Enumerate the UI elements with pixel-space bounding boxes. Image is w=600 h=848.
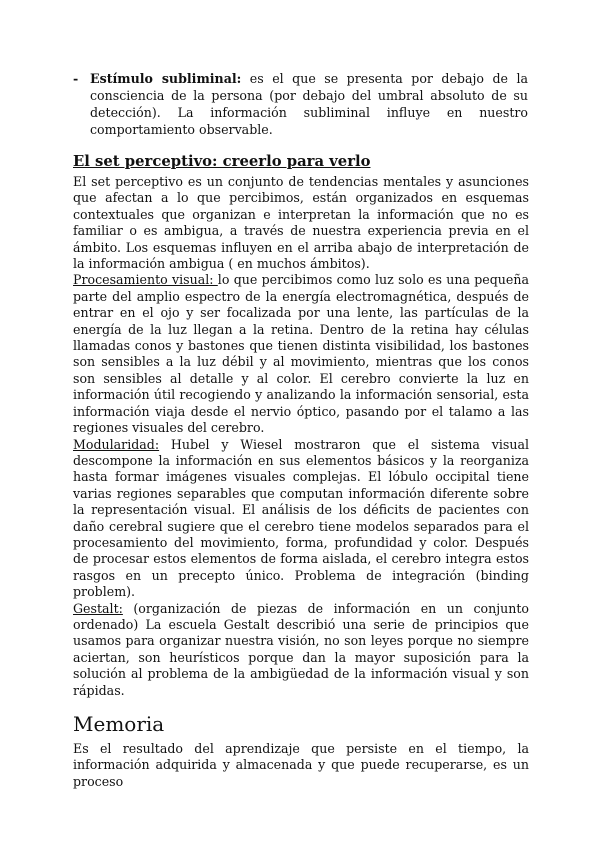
paragraph-procesamiento-visual (73, 272, 529, 436)
paragraph-set-perceptivo-intro: El set perceptivo es un conjunto de tendencias mentales y asunciones que afectan a lo que percibimos, están organizados en esquemas contextuales que organizan e interpretan la información que no es familiar o es ambigua, a través de nuestra experiencia previa en el ámbito. Los esquemas influyen en el arriba abajo de interpretación de la información ambigua ( en muchos ámbitos). (73, 174, 529, 272)
section-set-perceptivo (73, 153, 529, 699)
paragraph-gestalt (73, 601, 529, 699)
bullet-term: Estímulo subliminal: (90, 71, 242, 86)
section-heading-memoria: Memoria (73, 712, 165, 736)
section-memoria (73, 741, 529, 790)
paragraph-modularidad (73, 437, 529, 601)
term-procesamiento-visual: Procesamiento visual: (73, 272, 218, 288)
bullet-dash: - (73, 71, 79, 86)
section-heading-set-perceptivo: El set perceptivo: creerlo para verlo (73, 153, 371, 170)
term-modularidad: Modularidad: (73, 436, 160, 452)
bullet-text: es el que se presenta por debajo de la consciencia de la persona (por debajo del umbral absoluto de su detección). La información subliminal influye en nuestro comportamiento observable. (90, 71, 528, 137)
text-gestalt: (organización de piezas de información en un conjunto ordenado) La escuela Gestalt describió una serie de principios que usamos para organizar nuestra visión, no son leyes porque no siempre aciertan, son heurísticos porque dan la mayor suposición para la solución al problema de la ambigüedad de la información visual y son rápidas. (73, 600, 529, 698)
text-procesamiento-visual: lo que percibimos como luz solo es una pequeña parte del amplio espectro de la energía electromagnética, después de entrar en el ojo y ser focalizada por una lente, las partículas de la energía de la luz llegan a la retina. Dentro de la retina hay células llamadas conos y bastones que tienen distinta visibilidad, los bastones son sensibles a la luz débil y al movimiento, mientras que los conos son sensibles al detalle y al color. El cerebro convierte la luz en información útil recogiendo y analizando la información sensorial, esta información viaja desde el nervio óptico, pasando por el talamo a las regiones visuales del cerebro. (73, 272, 529, 436)
paragraph-memoria: Es el resultado del aprendizaje que persiste en el tiempo, la información adquirida y almacenada y que puede recuperarse, es un proceso (73, 741, 529, 789)
term-gestalt: Gestalt: (73, 600, 123, 616)
text-modularidad: Hubel y Wiesel mostraron que el sistema visual descompone la información en sus elementos básicos y la reorganiza hasta formar imágenes visuales complejas. El lóbulo occipital tiene varias regiones separables que computan información diferente sobre la representación visual. El análisis de los déficits de pacientes con daño cerebral sugiere que el cerebro tiene modelos separados para el procesamiento del movimiento, forma, profundidad y color. Después de procesar estos elementos de forma aislada, el cerebro integra estos rasgos en un precepto único. Problema de integración (binding problem). (73, 436, 529, 600)
bullet-estimulo-subliminal (73, 70, 528, 138)
